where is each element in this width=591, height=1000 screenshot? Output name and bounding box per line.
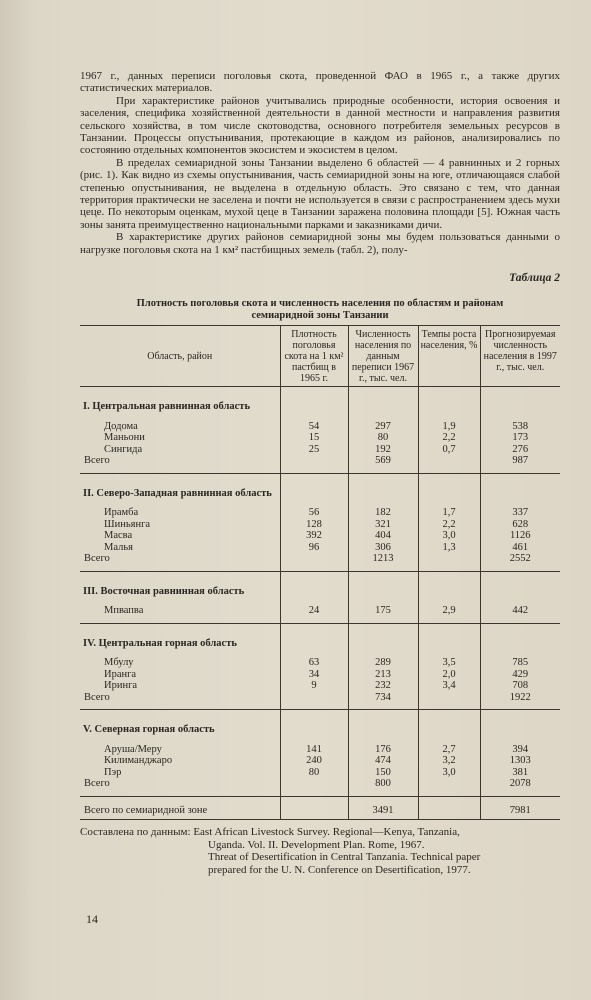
pop1997-value: 785 <box>480 657 560 669</box>
pop1997-value: 538 <box>480 421 560 433</box>
growth-value: 2,2 <box>418 519 480 531</box>
table-body <box>80 387 560 820</box>
pop1967-value: 150 <box>348 767 418 779</box>
empty-cell <box>280 796 348 820</box>
total-pop1997: 987 <box>480 455 560 467</box>
district-name: Иринга <box>104 680 138 692</box>
paragraph-2: При характеристике районов учитывались природные особенности, история освоения и заселения, специфика хозяйственной деятельности в данной местности и направления развития сельского хозяйства, в том числе скотоводства, основного потребителя земельных ресурсов в Танзании. Процессы опустынивания, протекающие в каждом из районов, анализировались по состоянию отдельных компонентов экосистем и экосистем в целом. <box>80 94 560 157</box>
growth-value: 3,0 <box>418 767 480 779</box>
growth-value: 3,4 <box>418 680 480 692</box>
total-label: Всего <box>84 778 110 790</box>
table-row <box>80 507 560 519</box>
col-header-pop1967: Численность населения по данным переписи 1967 г., тыс. чел. <box>348 326 418 387</box>
pop1967-value: 306 <box>348 542 418 554</box>
district-name: Мпвапва <box>104 605 144 617</box>
density-value: 240 <box>280 755 348 767</box>
pop1967-value: 192 <box>348 444 418 456</box>
grand-total-row <box>80 796 560 820</box>
density-value: 54 <box>280 421 348 433</box>
section-name: IV. Центральная горная область <box>83 637 237 649</box>
growth-value: 0,7 <box>418 444 480 456</box>
section-header-row <box>80 623 560 657</box>
district-name: Шиньянга <box>104 518 151 530</box>
density-value: 25 <box>280 444 348 456</box>
density-value: 34 <box>280 669 348 681</box>
paragraph-4: В характеристике других районов семиаридной зоны мы будем пользоваться данными о нагрузке поголовья скота на 1 км² пастбищных земель (табл. 2), полу- <box>80 231 560 256</box>
empty-cell <box>280 387 348 421</box>
grand-total-pop1967: 3491 <box>348 796 418 820</box>
empty-cell <box>418 692 480 704</box>
density-value: 56 <box>280 507 348 519</box>
pop1997-value: 173 <box>480 432 560 444</box>
pop1997-value: 429 <box>480 669 560 681</box>
pop1967-value: 289 <box>348 657 418 669</box>
table-row <box>80 421 560 433</box>
density-value: 128 <box>280 519 348 531</box>
table-row <box>80 530 560 542</box>
table-title <box>80 298 560 322</box>
source-line-4: prepared for the U. N. Conference on Desertification, 1977. <box>208 863 471 876</box>
density-value: 80 <box>280 767 348 779</box>
col-header-density: Плотность поголовья скота на 1 км² пастбищ в 1965 г. <box>280 326 348 387</box>
pop1967-value: 474 <box>348 755 418 767</box>
table-title-line-2: семиаридной зоны Танзании <box>251 310 389 322</box>
grand-total-pop1997: 7981 <box>480 796 560 820</box>
paragraph-1: 1967 г., данных переписи поголовья скота, проведенной ФАО в 1965 г., а также других статистических материалов. <box>80 70 560 95</box>
pop1997-value: 461 <box>480 542 560 554</box>
table-row <box>80 605 560 617</box>
table-row <box>80 657 560 669</box>
empty-cell <box>418 623 480 657</box>
district-name: Маньони <box>104 432 145 444</box>
table-label: Таблица 2 <box>509 272 560 285</box>
pop1997-value: 337 <box>480 507 560 519</box>
pop1997-value: 381 <box>480 767 560 779</box>
growth-value: 1,3 <box>418 542 480 554</box>
empty-cell <box>480 710 560 744</box>
total-label: Всего <box>84 455 110 467</box>
source-note <box>80 826 560 876</box>
district-name: Сингида <box>104 443 143 455</box>
district-name: Масва <box>104 530 133 542</box>
section-name: III. Восточная равнинная область <box>83 585 245 597</box>
total-row <box>80 553 560 565</box>
district-name: Килиманджаро <box>104 755 173 767</box>
density-value: 9 <box>280 680 348 692</box>
section-header-row <box>80 387 560 421</box>
pop1967-value: 321 <box>348 519 418 531</box>
density-value: 15 <box>280 432 348 444</box>
empty-cell <box>280 473 348 507</box>
empty-cell <box>418 455 480 467</box>
table-row <box>80 744 560 756</box>
table-row <box>80 669 560 681</box>
total-label: Всего <box>84 553 110 565</box>
paragraph-3: В пределах семиаридной зоны Танзании выделено 6 областей — 4 равнинных и 2 горных (рис. 1). Как видно из схемы опустынивания, часть семиаридной зоны на юге, отличающаяся слабой степенью опустынивания, не выделена в отдельную область. Это связано с тем, что данная территория практически не заселена и почти не используется в связи с распространением здесь мухи цеце. По некоторым оценкам, мухой цеце в Танзании заражена половина площади [5]. Южная часть зоны занята преимущественно национальными парками и заказниками дичи. <box>80 156 560 231</box>
empty-cell <box>418 387 480 421</box>
growth-value: 1,7 <box>418 507 480 519</box>
pop1967-value: 182 <box>348 507 418 519</box>
table-row <box>80 755 560 767</box>
total-pop1967: 1213 <box>348 553 418 565</box>
empty-cell <box>348 571 418 605</box>
empty-cell <box>480 387 560 421</box>
growth-value: 1,9 <box>418 421 480 433</box>
density-value: 141 <box>280 744 348 756</box>
pop1967-value: 404 <box>348 530 418 542</box>
empty-cell <box>280 455 348 467</box>
empty-cell <box>418 553 480 565</box>
grand-total-label: Всего по семиаридной зоне <box>80 796 280 820</box>
district-name: Иранга <box>104 668 137 680</box>
empty-cell <box>348 710 418 744</box>
pop1967-value: 175 <box>348 605 418 617</box>
section-name: V. Северная горная область <box>83 724 215 736</box>
total-pop1997: 2552 <box>480 553 560 565</box>
empty-cell <box>480 623 560 657</box>
district-name: Додома <box>104 420 138 432</box>
pop1997-value: 1126 <box>480 530 560 542</box>
pop1967-value: 176 <box>348 744 418 756</box>
source-line-2: Uganda. Vol. II. Development Plan. Rome, 1967. <box>208 838 425 851</box>
table-row <box>80 767 560 779</box>
growth-value: 2,2 <box>418 432 480 444</box>
empty-cell <box>280 571 348 605</box>
empty-cell <box>348 387 418 421</box>
section-header-row <box>80 473 560 507</box>
total-pop1967: 800 <box>348 778 418 790</box>
col-header-pop1997: Прогнозируемая численность населения в 1997 г., тыс. чел. <box>480 326 560 387</box>
empty-cell <box>418 710 480 744</box>
total-pop1997: 1922 <box>480 692 560 704</box>
district-name: Малья <box>104 541 133 553</box>
density-value: 24 <box>280 605 348 617</box>
growth-value: 3,0 <box>418 530 480 542</box>
growth-value: 2,7 <box>418 744 480 756</box>
table-row <box>80 680 560 692</box>
data-table <box>80 325 560 820</box>
pop1967-value: 232 <box>348 680 418 692</box>
section-name: II. Северо-Западная равнинная область <box>83 487 272 499</box>
section-name: I. Центральная равнинная область <box>83 401 250 413</box>
empty-cell <box>418 778 480 790</box>
pop1997-value: 276 <box>480 444 560 456</box>
total-row <box>80 778 560 790</box>
pop1967-value: 213 <box>348 669 418 681</box>
pop1997-value: 442 <box>480 605 560 617</box>
district-name: Мбулу <box>104 657 134 669</box>
growth-value: 2,0 <box>418 669 480 681</box>
total-row <box>80 692 560 704</box>
page-content <box>80 70 560 876</box>
total-pop1997: 2078 <box>480 778 560 790</box>
col-header-growth: Темпы роста населения, % <box>418 326 480 387</box>
source-line-1: East African Livestock Survey. Regional—Kenya, Tanzania, <box>193 826 460 839</box>
source-line-3: Threat of Desertification in Central Tanzania. Technical paper <box>208 851 481 864</box>
pop1997-value: 394 <box>480 744 560 756</box>
growth-value: 2,9 <box>418 605 480 617</box>
table-row <box>80 542 560 554</box>
empty-cell <box>480 571 560 605</box>
empty-cell <box>280 710 348 744</box>
empty-cell <box>348 473 418 507</box>
empty-cell <box>280 553 348 565</box>
table-header-row <box>80 326 560 387</box>
empty-cell <box>348 623 418 657</box>
total-row <box>80 455 560 467</box>
density-value: 96 <box>280 542 348 554</box>
table-row <box>80 519 560 531</box>
pop1997-value: 1303 <box>480 755 560 767</box>
total-pop1967: 734 <box>348 692 418 704</box>
section-header-row <box>80 571 560 605</box>
empty-cell <box>280 778 348 790</box>
growth-value: 3,2 <box>418 755 480 767</box>
empty-cell <box>418 796 480 820</box>
empty-cell <box>418 571 480 605</box>
pop1967-value: 297 <box>348 421 418 433</box>
total-pop1967: 569 <box>348 455 418 467</box>
table-row <box>80 432 560 444</box>
density-value: 392 <box>280 530 348 542</box>
district-name: Ирамба <box>104 507 139 519</box>
section-header-row <box>80 710 560 744</box>
growth-value: 3,5 <box>418 657 480 669</box>
table-row <box>80 444 560 456</box>
empty-cell <box>280 692 348 704</box>
pop1967-value: 80 <box>348 432 418 444</box>
source-label: Составлена по данным: <box>80 826 191 839</box>
total-label: Всего <box>84 691 110 703</box>
empty-cell <box>280 623 348 657</box>
page-number: 14 <box>86 912 98 926</box>
pop1997-value: 628 <box>480 519 560 531</box>
table-title-line-1: Плотность поголовья скота и численность населения по областям и районам <box>136 298 504 310</box>
col-header-region: Область, район <box>147 351 213 363</box>
district-name: Пэр <box>104 766 122 778</box>
pop1997-value: 708 <box>480 680 560 692</box>
empty-cell <box>480 473 560 507</box>
district-name: Аруша/Меру <box>104 743 162 755</box>
empty-cell <box>418 473 480 507</box>
density-value: 63 <box>280 657 348 669</box>
